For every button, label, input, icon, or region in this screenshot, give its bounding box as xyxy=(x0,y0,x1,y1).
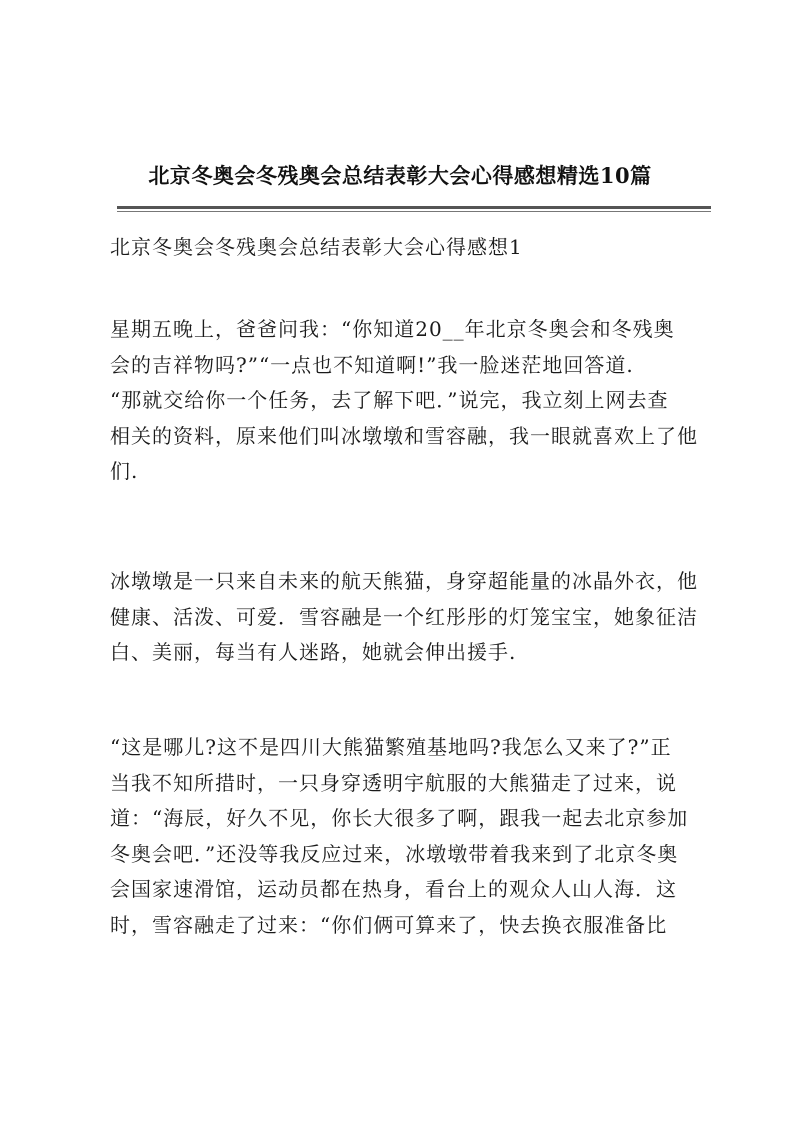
text-line: 时，雪容融走了过来：“你们俩可算来了，快去换衣服准备比 xyxy=(110,912,668,937)
text-line: “这是哪儿?这不是四川大熊猫繁殖基地吗?我怎么又来了?”正 xyxy=(110,735,672,759)
text-line: 当我不知所措时，一只身穿透明宇航服的大熊猫走了过来，说 xyxy=(110,770,677,795)
document-title: 北京冬奥会冬残奥会总结表彰大会心得感想精选10篇 xyxy=(148,163,652,188)
text-line: 们. xyxy=(110,459,139,483)
paragraph-3 xyxy=(110,730,710,943)
paragraph-1 xyxy=(110,312,710,490)
text-line: 健康、活泼、可爱．雪容融是一个红彤彤的灯笼宝宝，她象征洁 xyxy=(110,604,698,629)
text-line: 冰墩墩是一只来自未来的航天熊猫，身穿超能量的冰晶外衣，他 xyxy=(110,569,698,593)
text-line: 会的吉祥物吗?”“一点也不知道啊!”我一脸迷茫地回答道. xyxy=(110,352,634,377)
text-line: 冬奥会吧．”还没等我反应过来，冰墩墩带着我来到了北京冬奥 xyxy=(110,841,679,866)
paragraph-2 xyxy=(110,564,710,671)
text-line: 星期五晚上，爸爸问我：“你知道20__年北京冬奥会和冬残奥 xyxy=(110,317,675,341)
title-divider xyxy=(117,206,711,212)
text-line: “那就交给你一个任务，去了解下吧．”说完，我立刻上网去查 xyxy=(110,388,669,412)
section-heading: 北京冬奥会冬残奥会总结表彰大会心得感想1 xyxy=(110,235,523,259)
text-line: 白、美丽，每当有人迷路，她就会伸出援手. xyxy=(110,640,517,664)
text-line: 会国家速滑馆，运动员都在热身，看台上的观众人山人海．这 xyxy=(110,877,677,901)
text-line: 道：“海辰，好久不见，你长大很多了啊，跟我一起去北京参加 xyxy=(110,806,689,830)
text-line: 相关的资料，原来他们叫冰墩墩和雪容融，我一眼就喜欢上了他 xyxy=(110,423,698,448)
